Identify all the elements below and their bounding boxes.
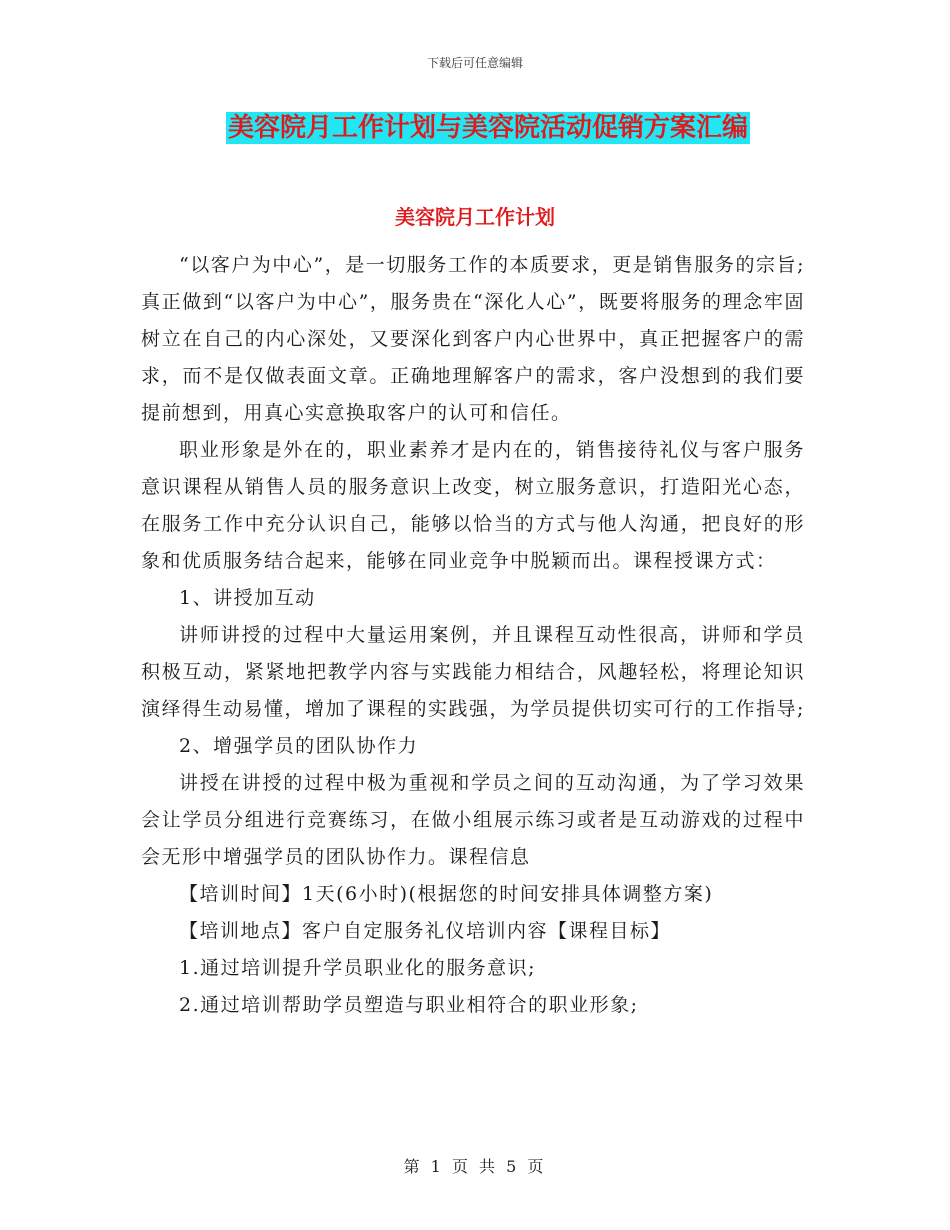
paragraph: 2.通过培训帮助学员塑造与职业相符合的职业形象; bbox=[179, 994, 639, 1016]
paragraph: 职业形象是外在的，职业素养才是内在的，销售接待礼仪与客户服务意识课程从销售人员的服务意识上改变，树立服务意识，打造阳光心态，在服务工作中充分认识自己，能够以恰当的方式与他人沟通，把良好的形象和优质服务结合起来，能够在同业竞争中脱颖而出。课程授课方式： bbox=[141, 439, 805, 572]
paragraph: “以客户为中心”，是一切服务工作的本质要求，更是销售服务的宗旨;真正做到“以客户为中心”，服务贵在“深化人心”，既要将服务的理念牢固树立在自己的内心深处，又要深化到客户内心世界中，真正把握客户的需求，而不是仅做表面文章。正确地理解客户的需求，客户没想到的我们要提前想到，用真心实意换取客户的认可和信任。 bbox=[141, 254, 805, 424]
page-footer: 第 1 页 共 5 页 bbox=[403, 1157, 547, 1176]
paragraph: 【培训时间】1天(6小时)(根据您的时间安排具体调整方案) bbox=[179, 883, 714, 905]
paragraph: 1、讲授加互动 bbox=[179, 587, 316, 609]
header-note: 下载后可任意编辑 bbox=[426, 56, 523, 70]
document-title-text: 美容院月工作计划与美容院活动促销方案汇编 bbox=[227, 113, 748, 143]
paragraph: 1.通过培训提升学员职业化的服务意识; bbox=[179, 957, 537, 979]
document-title bbox=[0, 112, 950, 144]
paragraph: 讲师讲授的过程中大量运用案例，并且课程互动性很高，讲师和学员积极互动，紧紧地把教学内容与实践能力相结合，风趣轻松，将理论知识演绎得生动易懂，增加了课程的实践强，为学员提供切实可行的工作指导; bbox=[141, 624, 805, 720]
paragraph: 【培训地点】客户自定服务礼仪培训内容【课程目标】 bbox=[179, 920, 672, 942]
paragraph: 2、增强学员的团队协作力 bbox=[179, 735, 419, 757]
paragraph: 讲授在讲授的过程中极为重视和学员之间的互动沟通，为了学习效果会让学员分组进行竞赛练习，在做小组展示练习或者是互动游戏的过程中会无形中增强学员的团队协作力。课程信息 bbox=[141, 772, 805, 868]
document-body bbox=[141, 247, 805, 1024]
section-title: 美容院月工作计划 bbox=[395, 205, 555, 229]
